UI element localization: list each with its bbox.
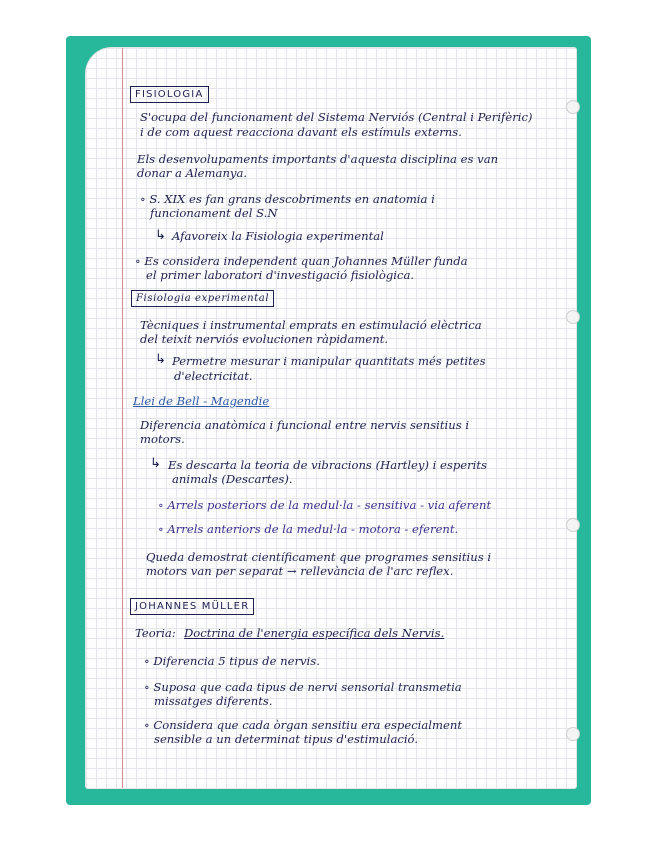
bullet-2-line-2: el primer laboratori d'investigació fisiològica. — [146, 268, 415, 282]
diff-line-1: Diferencia anatòmica i funcional entre nervis sensitius i — [140, 418, 470, 432]
root-line-2: ∘ Arrels anteriors de la medul·la - motora - eferent. — [158, 522, 458, 537]
punch-hole — [566, 518, 580, 532]
intro-line-1: S'ocupa del funcionament del Sistema Nerviós (Central i Perifèric) — [140, 110, 533, 124]
heading-johannes-muller: JOHANNES MÜLLER — [130, 598, 254, 615]
muller-bullet-2-line-2: missatges diferents. — [154, 694, 273, 708]
tech-line-1: Tècniques i instrumental emprats en estimulació elèctrica — [140, 318, 482, 332]
punch-hole — [566, 727, 580, 741]
diff-arrow-line-2: animals (Descartes). — [172, 472, 293, 486]
devel-line-1: Els desenvolupaments importants d'aquesta disciplina es van — [137, 152, 499, 166]
diff-arrow-line-1: Es descarta la teoria de vibracions (Hartley) i esperits — [168, 458, 487, 472]
theory-title: Doctrina de l'energia específica dels Nervis. — [184, 626, 445, 640]
bullet-1-line-1: ∘ S. XIX es fan grans descobriments en anatomia i — [140, 192, 435, 207]
tech-arrow-line-1: Permetre mesurar i manipular quantitats més petites — [172, 354, 486, 368]
muller-bullet-2-line-1: ∘ Suposa que cada tipus de nervi sensorial transmetia — [144, 680, 462, 695]
tech-line-2: del teixit nerviós evolucionen ràpidament. — [140, 332, 389, 346]
muller-bullet-1: ∘ Diferencia 5 tipus de nervis. — [144, 654, 320, 669]
arrow-icon: ↳ — [150, 456, 161, 471]
margin-line — [122, 48, 123, 788]
proof-line-2: motors van per separat → rellevància de l'arc reflex. — [146, 564, 454, 578]
proof-line-1: Queda demostrat científicament que programes sensitius i — [146, 550, 492, 564]
punch-hole — [566, 310, 580, 324]
bullet-2-line-1: ∘ Es considera independent quan Johannes Müller funda — [135, 254, 468, 269]
heading-fisiologia-experimental: Fisiologia experimental — [131, 290, 274, 307]
heading-llei-bell-magendie: Llei de Bell - Magendie — [133, 394, 270, 408]
muller-bullet-3-line-1: ∘ Considera que cada òrgan sensitiu era especialment — [144, 718, 462, 733]
muller-bullet-3-line-2: sensible a un determinat tipus d'estimulació. — [154, 732, 419, 746]
punch-hole — [566, 100, 580, 114]
bullet-1-line-2: funcionament del S.N — [150, 206, 278, 220]
bullet-1-arrow-text: Afavoreix la Fisiologia experimental — [172, 229, 384, 243]
devel-line-2: donar a Alemanya. — [137, 166, 248, 180]
arrow-icon: ↳ — [155, 352, 166, 367]
tech-arrow-line-2: d'electricitat. — [174, 369, 253, 383]
diff-line-2: motors. — [140, 432, 185, 446]
theory-prefix: Teoria: — [135, 626, 176, 640]
arrow-icon: ↳ — [155, 228, 166, 243]
intro-line-2: i de com aquest reacciona davant els estímuls externs. — [140, 125, 462, 139]
heading-fisiologia: FISIOLOGIA — [130, 86, 209, 103]
root-line-1: ∘ Arrels posteriors de la medul·la - sensitiva - via aferent — [158, 498, 491, 513]
